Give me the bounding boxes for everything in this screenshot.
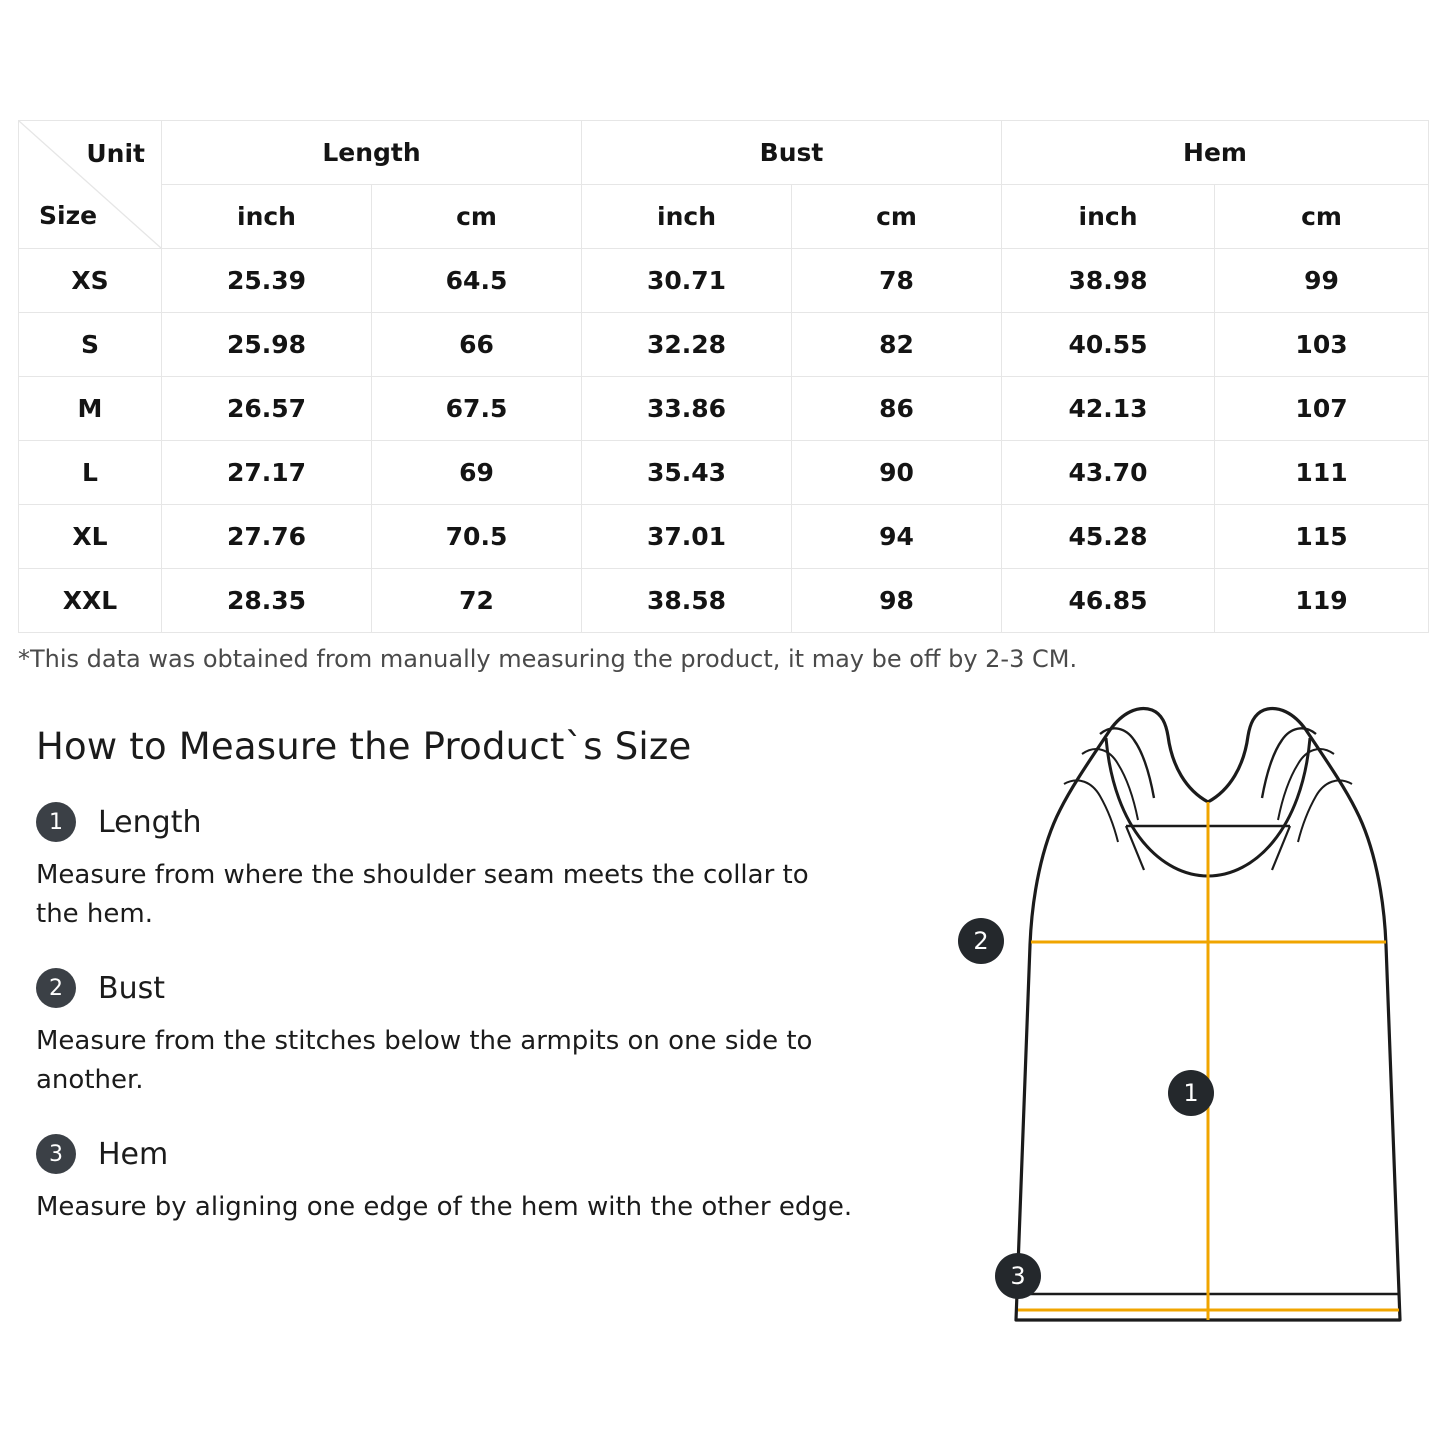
cell-length-inch: 27.76 bbox=[162, 505, 372, 569]
row-size-label: S bbox=[19, 313, 162, 377]
row-size-label: M bbox=[19, 377, 162, 441]
step-description-hem: Measure by aligning one edge of the hem with the other edge. bbox=[36, 1192, 853, 1222]
step-description-length: Measure from where the shoulder seam meets the collar to the hem. bbox=[36, 860, 809, 929]
cell-hem-inch: 45.28 bbox=[1002, 505, 1215, 569]
step-label-length: Length bbox=[98, 804, 202, 840]
size-table-container bbox=[18, 120, 1428, 633]
subheader-bust-inch: inch bbox=[582, 185, 792, 249]
diagram-badge-hem: 3 bbox=[995, 1253, 1041, 1299]
table-header-units bbox=[19, 185, 1429, 249]
cell-bust-inch: 35.43 bbox=[582, 441, 792, 505]
cell-hem-inch: 43.70 bbox=[1002, 441, 1215, 505]
cell-length-inch: 25.39 bbox=[162, 249, 372, 313]
step-badge-3: 3 bbox=[36, 1134, 76, 1174]
step-header-length bbox=[36, 802, 866, 842]
cell-bust-cm: 78 bbox=[792, 249, 1002, 313]
table-row bbox=[19, 377, 1429, 441]
cell-hem-cm: 115 bbox=[1215, 505, 1429, 569]
diagram-badge-length: 1 bbox=[1168, 1070, 1214, 1116]
cell-hem-inch: 42.13 bbox=[1002, 377, 1215, 441]
cell-bust-inch: 30.71 bbox=[582, 249, 792, 313]
row-size-label: L bbox=[19, 441, 162, 505]
table-corner-cell bbox=[19, 121, 162, 249]
cell-bust-inch: 37.01 bbox=[582, 505, 792, 569]
group-header-hem: Hem bbox=[1002, 121, 1429, 185]
diagram-badge-bust: 2 bbox=[958, 918, 1004, 964]
table-row bbox=[19, 569, 1429, 633]
cell-hem-cm: 119 bbox=[1215, 569, 1429, 633]
step-badge-1: 1 bbox=[36, 802, 76, 842]
cell-hem-inch: 40.55 bbox=[1002, 313, 1215, 377]
cell-bust-cm: 82 bbox=[792, 313, 1002, 377]
cell-length-inch: 28.35 bbox=[162, 569, 372, 633]
cell-hem-inch: 46.85 bbox=[1002, 569, 1215, 633]
subheader-hem-inch: inch bbox=[1002, 185, 1215, 249]
cell-hem-cm: 99 bbox=[1215, 249, 1429, 313]
how-to-measure-title: How to Measure the Product`s Size bbox=[36, 725, 692, 768]
cell-hem-cm: 107 bbox=[1215, 377, 1429, 441]
row-size-label: XXL bbox=[19, 569, 162, 633]
dress-illustration-icon bbox=[900, 680, 1420, 1380]
row-size-label: XS bbox=[19, 249, 162, 313]
measurement-disclaimer: *This data was obtained from manually measuring the product, it may be off by 2-3 CM. bbox=[18, 645, 1078, 673]
group-header-bust: Bust bbox=[582, 121, 1002, 185]
table-row bbox=[19, 505, 1429, 569]
cell-length-inch: 25.98 bbox=[162, 313, 372, 377]
step-label-bust: Bust bbox=[98, 970, 165, 1006]
cell-length-cm: 72 bbox=[372, 569, 582, 633]
subheader-hem-cm: cm bbox=[1215, 185, 1429, 249]
step-header-hem bbox=[36, 1134, 866, 1174]
cell-bust-cm: 90 bbox=[792, 441, 1002, 505]
garment-diagram bbox=[900, 680, 1420, 1380]
size-header-label: Size bbox=[39, 201, 98, 230]
cell-bust-cm: 86 bbox=[792, 377, 1002, 441]
cell-length-cm: 66 bbox=[372, 313, 582, 377]
row-size-label: XL bbox=[19, 505, 162, 569]
cell-bust-cm: 98 bbox=[792, 569, 1002, 633]
cell-length-cm: 64.5 bbox=[372, 249, 582, 313]
unit-header-label: Unit bbox=[86, 139, 145, 168]
cell-bust-inch: 38.58 bbox=[582, 569, 792, 633]
subheader-bust-cm: cm bbox=[792, 185, 1002, 249]
how-to-measure-section bbox=[36, 725, 866, 1261]
cell-length-cm: 69 bbox=[372, 441, 582, 505]
step-badge-2: 2 bbox=[36, 968, 76, 1008]
subheader-length-cm: cm bbox=[372, 185, 582, 249]
group-header-length: Length bbox=[162, 121, 582, 185]
cell-bust-inch: 32.28 bbox=[582, 313, 792, 377]
step-description-bust: Measure from the stitches below the armpits on one side to another. bbox=[36, 1026, 813, 1095]
subheader-length-inch: inch bbox=[162, 185, 372, 249]
table-row bbox=[19, 313, 1429, 377]
cell-length-inch: 26.57 bbox=[162, 377, 372, 441]
cell-hem-cm: 111 bbox=[1215, 441, 1429, 505]
cell-length-inch: 27.17 bbox=[162, 441, 372, 505]
cell-hem-cm: 103 bbox=[1215, 313, 1429, 377]
table-row bbox=[19, 249, 1429, 313]
step-label-hem: Hem bbox=[98, 1136, 169, 1172]
cell-hem-inch: 38.98 bbox=[1002, 249, 1215, 313]
cell-bust-inch: 33.86 bbox=[582, 377, 792, 441]
cell-bust-cm: 94 bbox=[792, 505, 1002, 569]
cell-length-cm: 70.5 bbox=[372, 505, 582, 569]
size-table bbox=[18, 120, 1429, 633]
step-header-bust bbox=[36, 968, 866, 1008]
table-row bbox=[19, 441, 1429, 505]
cell-length-cm: 67.5 bbox=[372, 377, 582, 441]
table-header-groups bbox=[19, 121, 1429, 185]
